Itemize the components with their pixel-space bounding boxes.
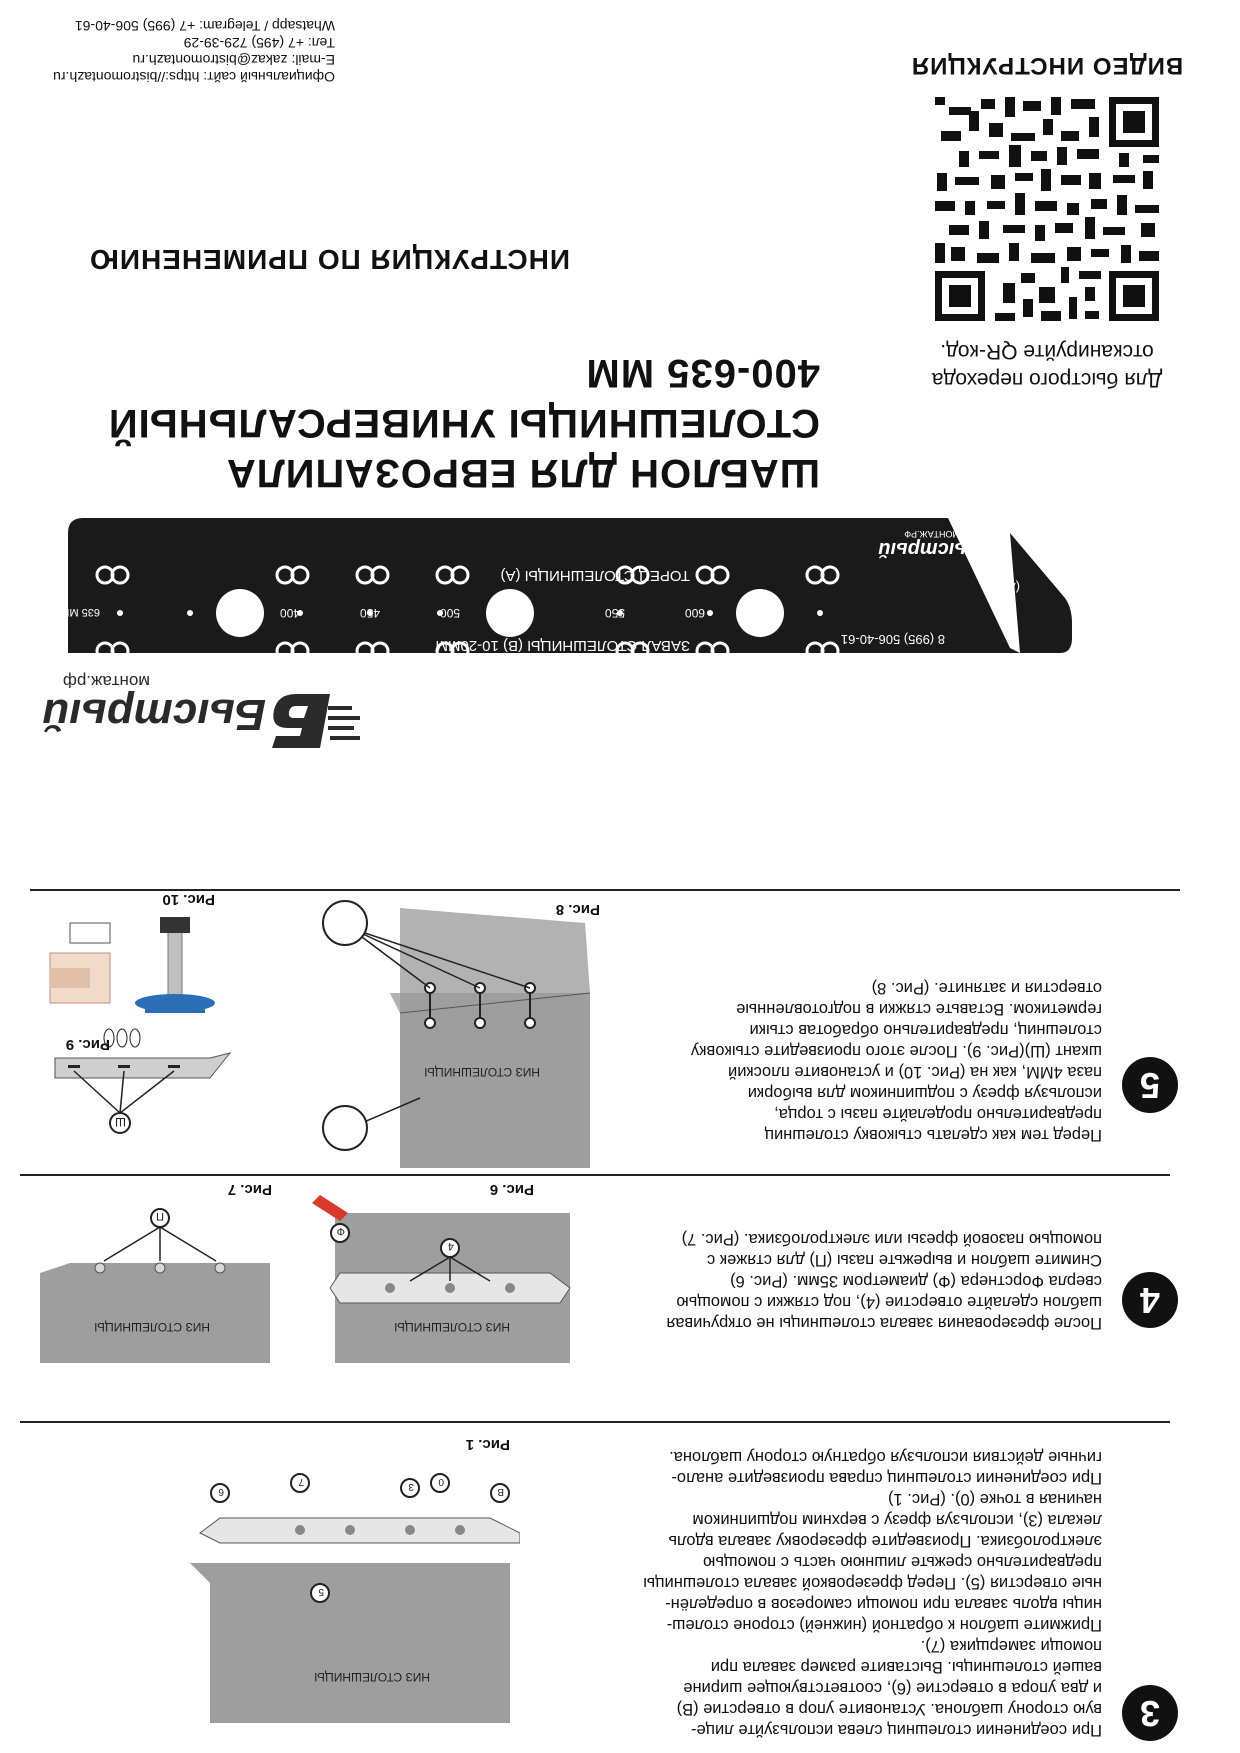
figure-8-caption: НИЗ СТОЛЕШНИЦЫ (424, 1065, 540, 1079)
callout-0: 0 (438, 1476, 444, 1487)
video-instruction-label: ВИДЕО ИНСТРУКЦИЯ (910, 52, 1184, 79)
callout-b: В (497, 1486, 504, 1497)
step-3-line: помощи замерщика (7). (920, 1637, 1102, 1655)
logo-subline: монтаж.рф (62, 672, 150, 691)
figure-6 (290, 1183, 580, 1373)
step-3-line: лекала (3), используя фрезу с верхним подшипником (692, 1511, 1102, 1529)
step-3-line: и два упора в отверстие (6), соответствующее ширине (683, 1679, 1102, 1697)
step-3-line: гичные действия используя обратную сторону шаблона. (669, 1448, 1102, 1466)
step-3-line: вашей столешницы. Выставите размер завала при (710, 1658, 1102, 1676)
step-4-text (632, 1228, 1102, 1333)
plate-brand: Быстрый (878, 538, 980, 560)
step-4-number: 4 (1122, 1272, 1178, 1328)
plate-mark-b: (В) (1114, 620, 1132, 635)
contact-phone[interactable]: Тел: +7 (495) 729-39-29 (183, 35, 335, 51)
qr-caption (882, 337, 1212, 393)
plate-brand-sub: МОНТАЖ.РФ (904, 529, 960, 539)
instruction-title: ИНСТРУКЦИЯ ПО ПРИМЕНЕНИЮ (89, 244, 570, 275)
callout-4: 4 (447, 1240, 454, 1252)
title-line3: 400-635 ММ (585, 351, 820, 395)
step-5-line: шкант (Ш)(Рис. 9). После этого произведите стыковку (690, 1042, 1102, 1060)
step-3-number: 3 (1122, 1685, 1178, 1741)
figure-8 (300, 898, 610, 1168)
plate-mark-a: (А) (1002, 580, 1020, 595)
step-3-line: электролобзика. Произведите фрезеровку завала вдоль (668, 1532, 1102, 1550)
title-line2: СТОЛЕШНИЦЫ УНИВЕРСАЛЬНЫЙ (107, 401, 820, 445)
contact-email[interactable]: E-mail: zakaz@bistromontazh.ru (132, 52, 335, 68)
contacts (53, 17, 335, 85)
figure-1 (120, 1443, 520, 1733)
plate-size-450: 450 (359, 606, 380, 620)
figure-7-caption: НИЗ СТОЛЕШНИЦЫ (94, 1320, 210, 1334)
step-3-line: При соединении столешниц слева используйте лице- (691, 1721, 1102, 1739)
qr-block (882, 51, 1212, 393)
plate-size-635: 635 ММ (60, 606, 100, 618)
figure-10 (30, 903, 240, 1013)
callout-5: 5 (318, 1586, 324, 1597)
step-3-line: Прижмите шаблон к обратной (нижней) стороне столеш- (666, 1616, 1102, 1634)
logo-mark (272, 694, 330, 748)
figure-1-caption: НИЗ СТОЛЕШНИЦЫ (314, 1670, 430, 1684)
plate-label-b: ЗАВАЛ СТОЛЕШНИЦЫ (В) 10-20ММ (435, 637, 690, 654)
step-3-line: начиная в точке (0). (Рис. 1) (888, 1490, 1102, 1508)
callout-7: 7 (298, 1476, 304, 1487)
qr-caption-line2: отсканируйте QR-код. (940, 340, 1154, 363)
step-5-line: отверстия и затяните. (Рис. 8) (871, 979, 1102, 997)
template-plate-image (60, 503, 1160, 683)
step-5-line: герметиком. Вставьте стяжки в подготовленные (736, 1000, 1102, 1018)
step-5-line: предварительно проделайте пазы с торца, (774, 1105, 1102, 1123)
step-5-line: используя фрезу с подшипником для выборки (747, 1084, 1102, 1102)
plate-size-500: 500 (439, 606, 460, 620)
plate-size-600: 600 (684, 606, 705, 620)
callout-f: Ф (336, 1225, 345, 1237)
divider-bottom (20, 1421, 1170, 1423)
step-5-text (682, 977, 1102, 1145)
callout-3: 3 (408, 1481, 414, 1492)
callout-6: 6 (218, 1486, 224, 1497)
step-3-line: При соединении столешниц справа произведите анало- (671, 1469, 1102, 1487)
step-4-line: помощью пазовой фрезы или электролобзика. (Рис. 7) (681, 1230, 1102, 1248)
contact-site[interactable]: Официальный сайт: https://bistromontazh.ru (53, 69, 335, 85)
plate-mm20: 20ММ (1107, 659, 1130, 668)
qr-caption-line1: Для быстрого перехода (931, 368, 1163, 391)
step-3-text (602, 1446, 1102, 1740)
callout-p: П (156, 1210, 164, 1222)
plate-size-400: 400 (279, 606, 300, 620)
figure-6-caption: НИЗ СТОЛЕШНИЦЫ (394, 1320, 510, 1334)
plate-mm10: 10ММ (1047, 551, 1070, 560)
contact-messengers[interactable]: Whatsapp / Telegram: +7 (995) 506-40-61 (74, 18, 335, 34)
drill-icon (312, 1195, 348, 1221)
step-4-line: После фрезерования завала столешницы не откручивая (666, 1314, 1102, 1332)
step-5-line: паза 4ММ, как на (Рис. 10) и установите плоский (728, 1063, 1102, 1081)
figure-9-label: Рис. 9 (65, 1036, 110, 1053)
figure-8-label: Рис. 8 (555, 901, 600, 918)
coupler-icon (323, 1106, 367, 1150)
plate-label-a: ТОРЕЦ СТОЛЕШНИЦЫ (А) (500, 567, 690, 584)
step-3-line: ницы вдоль завала при помощи саморезов в определён- (665, 1595, 1102, 1613)
figure-6-label: Рис. 6 (489, 1181, 534, 1198)
divider-mid (20, 1174, 1170, 1176)
step-4-line: сверла Форстнера (Ф) диаметром 35мм. (Рис. 6) (730, 1272, 1102, 1290)
figure-7-label: Рис. 7 (227, 1181, 272, 1198)
logo-name: Быстрый (42, 690, 266, 739)
step-3-line: ные отверстия (5). Перед фрезеровкой завала столешницы (643, 1574, 1102, 1592)
figure-7 (30, 1183, 280, 1373)
plate-phone: 8 (995) 506-40-61 (840, 632, 945, 647)
figure-1-label: Рис. 1 (465, 1436, 510, 1453)
qr-code[interactable] (929, 91, 1165, 327)
step-4-line: шаблон сделайте отверстие (4), под стяжки с помощью (676, 1293, 1102, 1311)
main-title (40, 348, 820, 498)
step-4-line: Снимите шаблон и вырежьте пазы (П) для стяжек с (707, 1251, 1102, 1269)
step-3-line: вую сторону шаблона. Установите упор в отверстие (В) (676, 1700, 1102, 1718)
countertop-left (390, 993, 590, 1168)
callout-sh: Ш (115, 1115, 126, 1129)
brand-logo[interactable] (40, 668, 360, 758)
title-line1: ШАБЛОН ДЛЯ ЕВРОЗАПИЛА (225, 451, 820, 495)
step-5-line: столешниц, предварительно обработав стыки (749, 1021, 1102, 1039)
figure-10-label: Рис. 10 (162, 891, 215, 908)
plate-size-550: 550 (604, 606, 625, 620)
screwdriver-icon (323, 901, 367, 945)
step-5-number: 5 (1122, 1057, 1178, 1113)
step-5-line: Перед тем как сделать стыковку столешниц (764, 1126, 1102, 1144)
step-3-line: предварительно срежьте лишнюю часть с помощью (703, 1553, 1102, 1571)
